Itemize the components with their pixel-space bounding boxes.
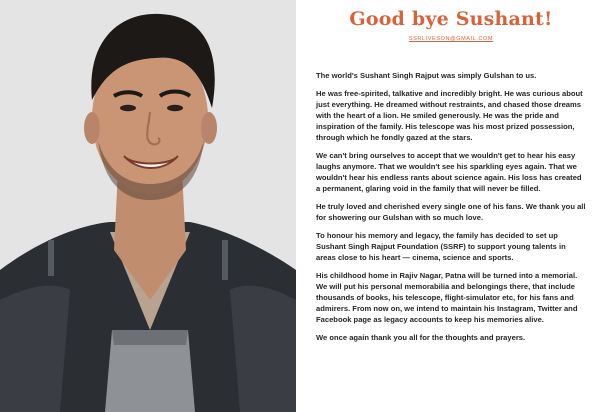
contact-email[interactable]: SSRLIVESON@GMAIL.COM [408,36,494,42]
letter-paragraph: We once again thank you all for the thoughts and prayers. [316,333,526,342]
letter-paragraph: The world's Sushant Singh Rajput was simply Gulshan to us. [316,71,537,80]
portrait-photo [0,0,296,412]
portrait-illustration [0,0,296,412]
letter-paragraph: He truly loved and cherished every single one of his fans. We thank you all for showering our Gulshan with so much love. [316,202,586,222]
letter-paragraph: We can't bring ourselves to accept that we wouldn't get to hear his easy laughs anymore. That we wouldn't see his sparkling eyes again. That we wouldn't hear his endless rants about science again. His loss has created a permanent, glaring void in the family that will never be filled. [316,151,582,193]
letter-body [316,70,586,343]
letter-title: Good bye Sushant! [349,8,553,30]
letter-paragraph: His childhood home in Rajiv Nagar, Patna will be turned into a memorial. We will put his personal memorabilia and belongings there, that include thousands of books, his telescope, flight-simulator etc, for his fans and admirers. From now on, we intend to maintain his Instagram, Twitter and Facebook page as legacy accounts to keep his memories alive. [316,271,578,324]
letter-paragraph: He was free-spirited, talkative and incredibly bright. He was curious about just everything. He dreamed without restraints, and chased those dreams with the heart of a lion. He smiled generously. He was the pride and inspiration of the family. His telescope was his most prized possession, through which he fondly gazed at the stars. [316,89,583,142]
letter-paragraph: To honour his memory and legacy, the family has decided to set up Sushant Singh Rajput Foundation (SSRF) to support young talents in areas close to his heart — cinema, science and sports. [316,231,566,262]
farewell-letter [296,0,600,412]
